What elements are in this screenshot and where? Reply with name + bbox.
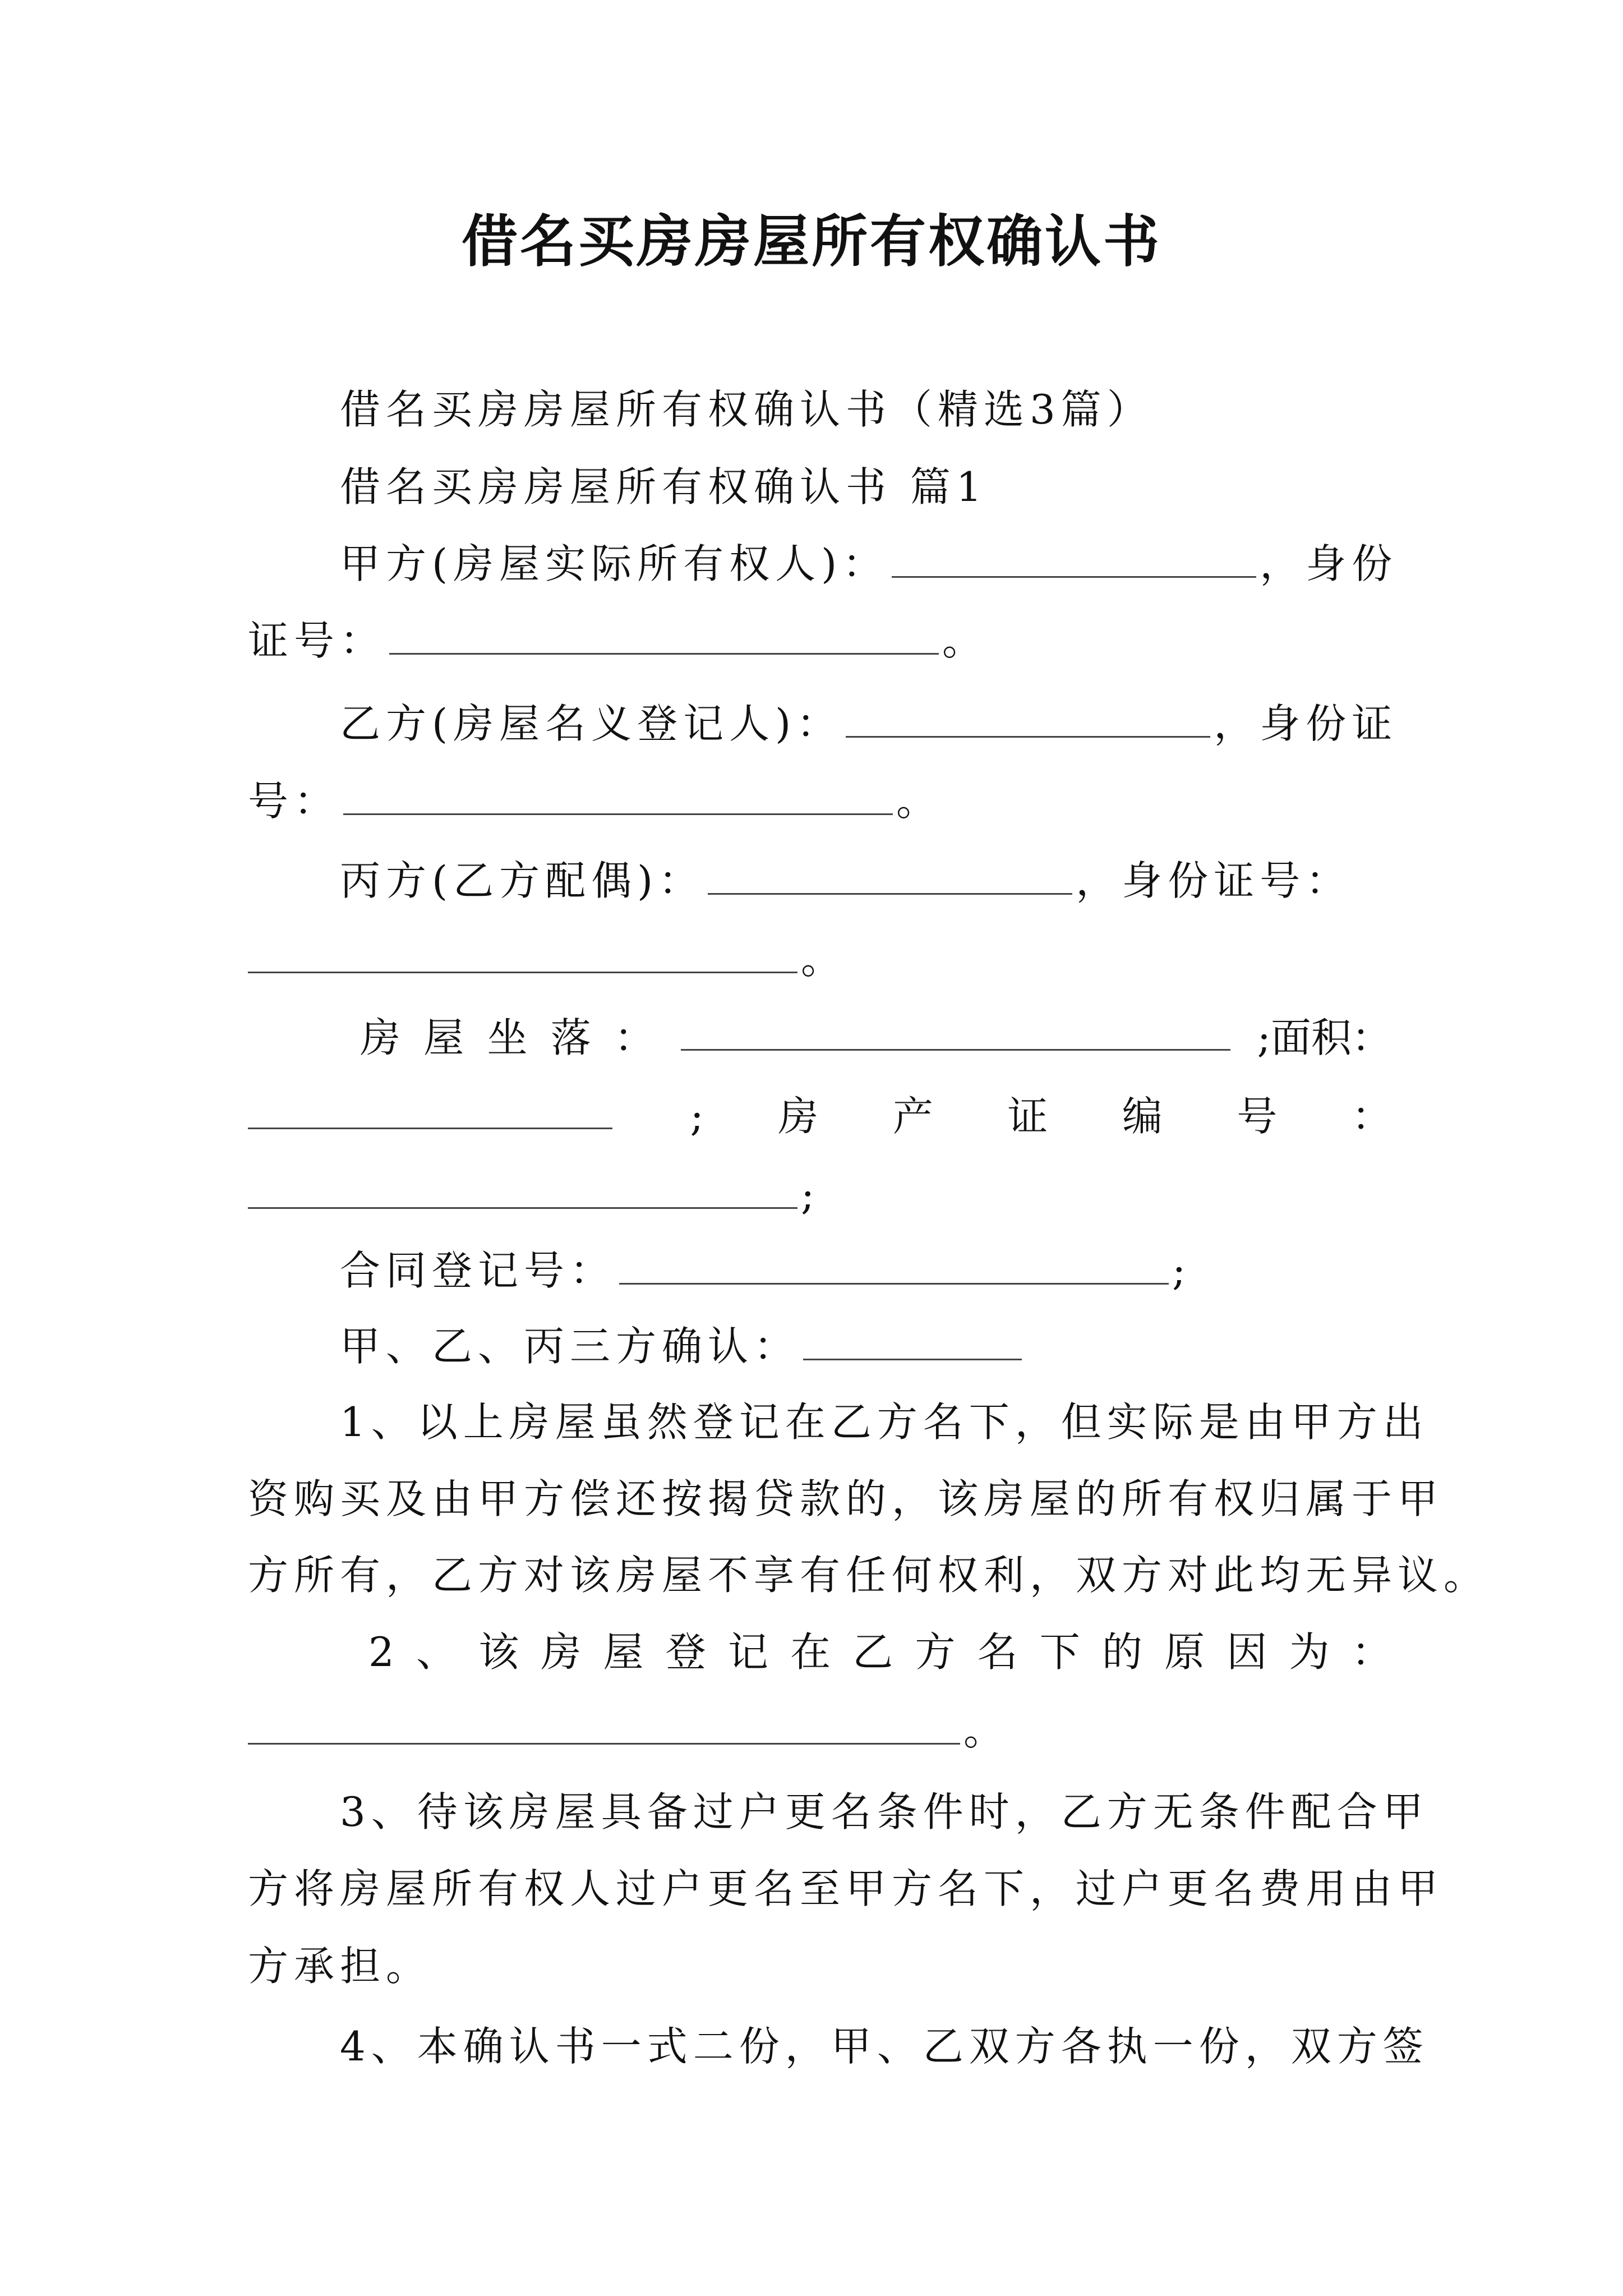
- party-c-id-label: ，身份证号：: [1076, 857, 1352, 904]
- party-b-end: 。: [896, 777, 943, 825]
- clause-2-char: 方: [915, 1628, 956, 1676]
- cert-char-5: 号: [1237, 1093, 1278, 1140]
- clause-2-line-1: [248, 1624, 1392, 1680]
- party-a-id-field[interactable]: [389, 614, 939, 655]
- property-area-field[interactable]: [248, 1088, 612, 1129]
- clause-2-char: 因: [1227, 1628, 1267, 1676]
- party-c-name-field[interactable]: [708, 854, 1072, 895]
- clause-2-char: 房: [541, 1628, 582, 1676]
- clause-2-char: 屋: [603, 1628, 644, 1676]
- clause-2-char: 在: [790, 1628, 831, 1676]
- confirm-line: [248, 1318, 1484, 1374]
- cert-char-6: ：: [1351, 1093, 1392, 1140]
- party-a-label: 甲方(房屋实际所有权人)：: [340, 540, 889, 587]
- party-b-id-field[interactable]: [343, 774, 893, 815]
- party-a-id-line: [248, 613, 1392, 669]
- location-char-3: 坐: [487, 1014, 528, 1061]
- party-b-line: [248, 696, 1484, 752]
- party-b-name-field[interactable]: [846, 697, 1210, 738]
- location-char-5: ：: [614, 1014, 655, 1061]
- clause-2-char: ：: [1351, 1628, 1392, 1676]
- clause-1-line-1: 1、以上房屋虽然登记在乙方名下，但实际是由甲方出: [340, 1398, 1429, 1446]
- clause-2-char: 该: [478, 1628, 519, 1676]
- party-c-label: 丙方(乙方配偶)：: [340, 857, 705, 904]
- clause-1-line-2: 资购买及由甲方偿还按揭贷款的，该房屋的所有权归属于甲: [248, 1475, 1444, 1522]
- clause-3-line-3: 方承担。: [248, 1943, 432, 1990]
- clause-2-end: 。: [963, 1707, 1010, 1754]
- confirm-label: 甲、乙、丙三方确认：: [340, 1323, 800, 1370]
- clause-2-char: 名: [977, 1628, 1018, 1676]
- property-location-line: [248, 1010, 1392, 1066]
- clause-2-char: 的: [1102, 1628, 1143, 1676]
- party-b-label: 乙方(房屋名义登记人)：: [340, 700, 843, 747]
- contract-number-field[interactable]: [619, 1244, 1169, 1285]
- party-c-id-field[interactable]: [248, 932, 797, 973]
- clause-2-reason-field[interactable]: [248, 1704, 960, 1745]
- party-c-line: [248, 853, 1484, 909]
- area-sep: ;: [690, 1093, 704, 1140]
- section-heading: 借名买房房屋所有权确认书 篇1: [340, 463, 988, 510]
- subtitle-line: 借名买房房屋所有权确认书（精选3篇）: [340, 386, 1153, 433]
- cert-end: ;: [801, 1171, 820, 1218]
- party-b-id-line: [248, 773, 1392, 829]
- clause-2-char: 为: [1289, 1628, 1330, 1676]
- property-cert-line: [248, 1088, 1392, 1144]
- party-c-end: 。: [801, 936, 847, 983]
- clause-3-line-1: 3、待该房屋具备过户更名条件时，乙方无条件配合甲: [340, 1788, 1429, 1835]
- clause-3-line-2: 方将房屋所有权人过户更名至甲方名下，过户更名费用由甲: [248, 1865, 1444, 1912]
- clause-1-line-3: 方所有，乙方对该房屋不享有任何权利，双方对此均无异议。: [248, 1552, 1490, 1599]
- clause-4-line-1: 4、本确认书一式二份，甲、乙双方各执一份，双方签: [340, 2023, 1429, 2070]
- property-location-field[interactable]: [681, 1010, 1230, 1051]
- clause-2-line-2: [248, 1703, 1392, 1759]
- party-a-id-label: ，身份: [1260, 540, 1398, 587]
- clause-2-char: 下: [1039, 1628, 1080, 1676]
- contract-line: [248, 1243, 1484, 1299]
- property-cert-field-line: [248, 1167, 1392, 1223]
- party-a-name-field[interactable]: [892, 537, 1256, 578]
- cert-char-4: 编: [1122, 1093, 1163, 1140]
- party-b-id-label-cont: 号：: [248, 777, 340, 825]
- confirm-field[interactable]: [803, 1319, 1022, 1360]
- clause-2-char: 乙: [852, 1628, 893, 1676]
- party-b-id-label: ，身份证: [1214, 700, 1398, 747]
- location-char-4: 落: [550, 1014, 591, 1061]
- cert-char-3: 证: [1007, 1093, 1048, 1140]
- party-c-id-line: [248, 931, 1392, 987]
- party-a-id-label-cont: 证号：: [248, 617, 386, 664]
- clause-2-char: 原: [1164, 1628, 1205, 1676]
- contract-end: ;: [1172, 1247, 1192, 1294]
- clause-2-char: 记: [727, 1628, 768, 1676]
- clause-2-char: 2: [368, 1628, 394, 1676]
- party-a-end: 。: [942, 617, 989, 664]
- contract-label: 合同登记号：: [340, 1247, 616, 1294]
- cert-char-1: 房: [778, 1093, 819, 1140]
- cert-char-2: 产: [892, 1093, 933, 1140]
- document-title: 借名买房房屋所有权确认书: [462, 208, 1161, 274]
- party-a-line: [248, 536, 1484, 592]
- area-label: ;面积：: [1257, 1014, 1392, 1061]
- clause-2-char: 、: [416, 1628, 457, 1676]
- property-cert-field[interactable]: [248, 1168, 797, 1209]
- location-char-1: 房: [360, 1014, 401, 1061]
- location-char-2: 屋: [423, 1014, 464, 1061]
- clause-2-char: 登: [665, 1628, 706, 1676]
